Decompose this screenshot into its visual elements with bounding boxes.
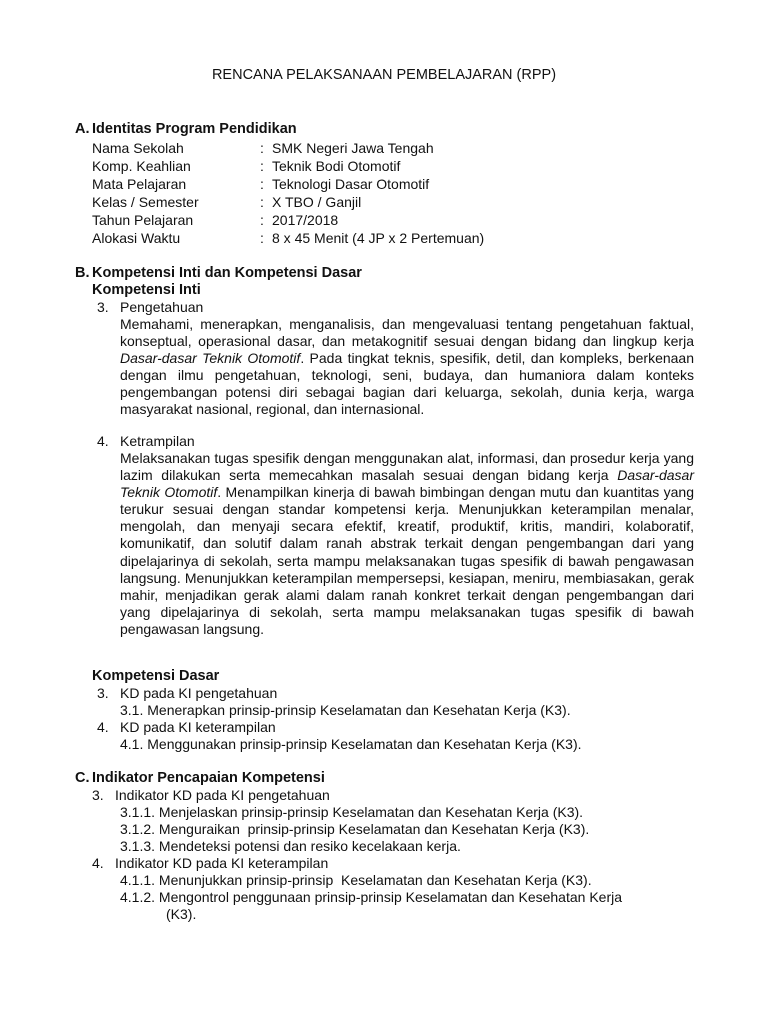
ind3-item: 3.1.3. Mendeteksi potensi dan resiko kecelakaan kerja. (120, 838, 461, 854)
kd4-item: 4.1. Menggunakan prinsip-prinsip Keselamatan dan Kesehatan Kerja (K3). (120, 736, 582, 752)
ki4-number: 4. (97, 433, 109, 449)
ind4-item: 4.1.2. Mengontrol penggunaan prinsip-prinsip Keselamatan dan Kesehatan Kerja (120, 889, 623, 905)
kd-heading: Kompetensi Dasar (92, 668, 220, 684)
identity-key: Tahun Pelajaran (92, 212, 194, 228)
ki4-text-italic: Dasar-dasar Teknik Otomotif (120, 467, 694, 501)
ki3-text-italic: Dasar-dasar Teknik Otomotif (120, 350, 301, 367)
identity-row (92, 230, 692, 248)
ind3-item: 3.1.2. Menguraikan prinsip-prinsip Keselamatan dan Kesehatan Kerja (K3). (120, 821, 590, 837)
identity-sep: : (260, 140, 264, 156)
kd4-number: 4. (97, 719, 109, 735)
section-c-label: C. (75, 770, 90, 786)
identity-key: Alokasi Waktu (92, 230, 181, 246)
ind4-title: Indikator KD pada KI keterampilan (115, 855, 329, 871)
section-b-title: Kompetensi Inti dan Kompetensi Dasar (92, 265, 362, 281)
identity-sep: : (260, 194, 264, 210)
identity-sep: : (260, 158, 264, 174)
section-b-heading (75, 265, 362, 282)
section-c-title: Indikator Pencapaian Kompetensi (92, 770, 325, 786)
ki-heading: Kompetensi Inti (92, 282, 201, 298)
ki3-number: 3. (97, 299, 109, 315)
ind4-number: 4. (92, 855, 104, 871)
identity-row (92, 212, 692, 230)
ki4-paragraph (120, 450, 694, 638)
identity-row (92, 176, 692, 194)
section-c-heading (75, 770, 325, 787)
ki4-text-part: . Menampilkan kinerja di bawah bimbingan dengan mutu dan kuantitas yang terukur sesuai dengan standar kompetensi kerja. Menunjukkan keterampilan menalar, mengolah, dan menyaji secara efektif, kreatif, produktif, kritis, mandiri, kolaboratif, komunikatif, dan solutif dalam ranah abstrak terkait dengan pengembangan dari yang dipelajarinya di sekolah, serta mampu melaksanakan tugas spesifik di bawah pengawasan langsung. Menunjukkan keterampilan mempersepsi, kesiapan, meniru, membiasakan, gerak mahir, menjadikan gerak alami dalam ranah konkret terkait dengan pengembangan dari yang dipelajarinya di sekolah, serta mampu melaksanakan tugas spesifik di bawah pengawasan langsung. (120, 484, 694, 637)
kd3-item: 3.1. Menerapkan prinsip-prinsip Keselamatan dan Kesehatan Kerja (K3). (120, 702, 571, 718)
identity-value: Teknologi Dasar Otomotif (272, 176, 430, 192)
identity-row (92, 140, 692, 158)
ind3-number: 3. (92, 787, 104, 803)
ki4-text-part: Melaksanakan tugas spesifik dengan menggunakan alat, informasi, dan prosedur kerja yang lazim dilakukan serta memecahkan masalah sesuai dengan bidang kerja (120, 450, 694, 484)
identity-row (92, 194, 692, 212)
ki3-text-part: Memahami, menerapkan, menganalisis, dan mengevaluasi tentang pengetahuan faktual, konseptual, operasional dasar, dan metakognitif sesuai dengan bidang dan lingkup kerja (120, 316, 694, 350)
identity-value: 8 x 45 Menit (4 JP x 2 Pertemuan) (272, 230, 485, 246)
identity-value: X TBO / Ganjil (272, 194, 362, 210)
ind3-title: Indikator KD pada KI pengetahuan (115, 787, 330, 803)
identity-row (92, 158, 692, 176)
identity-value: SMK Negeri Jawa Tengah (272, 140, 434, 156)
section-b-label: B. (75, 265, 90, 281)
kd4-title: KD pada KI keterampilan (120, 719, 276, 735)
ind4-item: 4.1.1. Menunjukkan prinsip-prinsip Keselamatan dan Kesehatan Kerja (K3). (120, 872, 592, 888)
ki3-text-part: . Pada tingkat teknis, spesifik, detil, dan kompleks, berkenaan dengan ilmu pengetahuan, teknologi, seni, budaya, dan humaniora dalam konteks pengembangan potensi diri sebagai bagian dari keluarga, sekolah, dunia kerja, warga masyarakat nasional, regional, dan internasional. (120, 350, 695, 418)
identity-sep: : (260, 212, 264, 228)
document-title: RENCANA PELAKSANAAN PEMBELAJARAN (RPP) (211, 67, 557, 83)
ind3-item: 3.1.1. Menjelaskan prinsip-prinsip Keselamatan dan Kesehatan Kerja (K3). (120, 804, 584, 820)
identity-value: 2017/2018 (272, 212, 339, 228)
identity-sep: : (260, 176, 264, 192)
kd3-title: KD pada KI pengetahuan (120, 685, 278, 701)
section-a-heading (75, 121, 297, 138)
identity-key: Kelas / Semester (92, 194, 199, 210)
section-a-label: A. (75, 121, 90, 137)
identity-key: Mata Pelajaran (92, 176, 187, 192)
ki4-title: Ketrampilan (120, 433, 195, 449)
kd3-number: 3. (97, 685, 109, 701)
identity-sep: : (260, 230, 264, 246)
ind4-item-continuation: (K3). (166, 906, 197, 922)
ki3-paragraph (120, 316, 694, 419)
identity-value: Teknik Bodi Otomotif (272, 158, 401, 174)
identity-key: Nama Sekolah (92, 140, 184, 156)
ki3-title: Pengetahuan (120, 299, 204, 315)
identity-key: Komp. Keahlian (92, 158, 191, 174)
section-a-title: Identitas Program Pendidikan (92, 121, 297, 137)
